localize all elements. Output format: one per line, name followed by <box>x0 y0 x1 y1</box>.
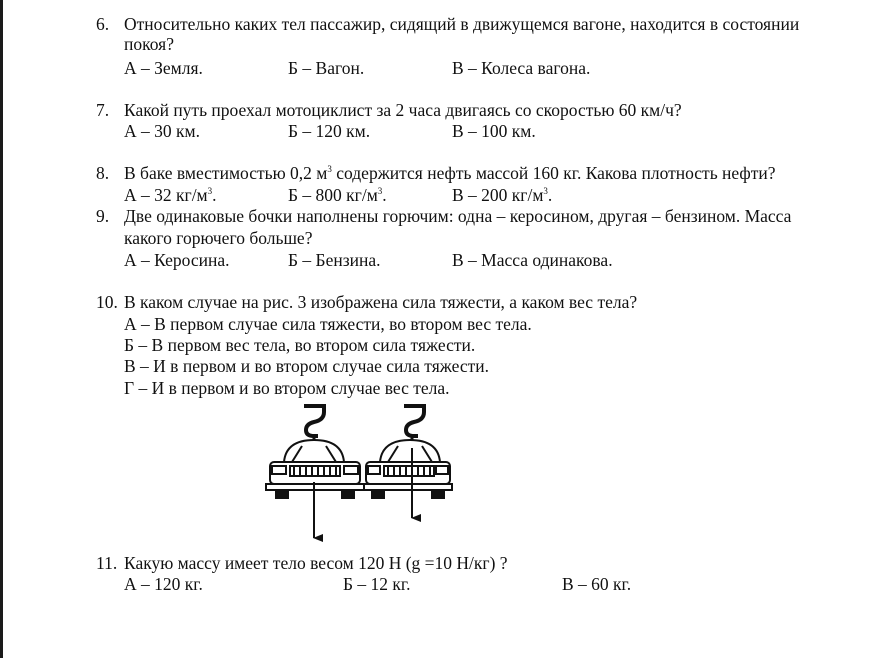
answer-option: В – 100 км. <box>452 121 536 141</box>
answer-option: Б – Вагон. <box>288 58 365 78</box>
answer-option: В – И в первом и во втором случае сила тяжести. <box>124 356 489 376</box>
question-text: Две одинаковые бочки наполнены горючим: одна – керосином, другая – бензином. Масса <box>124 206 792 226</box>
answer-option: А – 32 $кг/м^3$. <box>124 185 217 205</box>
question-number: 6. <box>96 14 110 34</box>
cars-on-hooks-figure <box>262 400 462 550</box>
car-icon <box>364 406 452 498</box>
question-number: 7. <box>96 100 110 120</box>
question-number: 8. <box>96 163 110 183</box>
answer-option: Б – В первом вес тела, во втором сила тяжести. <box>124 335 476 355</box>
answer-option: А – Керосина. <box>124 250 230 270</box>
answer-option: А – Земля. <box>124 58 203 78</box>
answer-option: А – В первом случае сила тяжести, во втором вес тела. <box>124 314 532 334</box>
question-text: В каком случае на рис. 3 изображена сила тяжести, а каком вес тела? <box>124 292 638 312</box>
question-number: 10. <box>96 292 118 312</box>
page-left-border <box>0 0 3 658</box>
answer-option: Б – 120 км. <box>288 121 371 141</box>
question-text: Относительно каких тел пассажир, сидящий в движущемся вагоне, находится в состоянии <box>124 14 800 34</box>
answer-option: Б – Бензина. <box>288 250 381 270</box>
question-text: Какой путь проехал мотоциклист за 2 часа двигаясь со скоростью 60 км/ч? <box>124 100 682 120</box>
answer-option: В – 200 $кг/м^3$. <box>452 185 553 205</box>
question-text: какого горючего больше? <box>124 228 313 248</box>
question-text: В баке вместимостью 0,2 $м^3$ содержится нефть массой 160 кг. Какова плотность нефти? <box>124 163 776 183</box>
answer-option: В – Масса одинакова. <box>452 250 613 270</box>
question-text: Какую массу имеет тело весом 120 Н (g =10 Н/кг) ? <box>124 553 508 573</box>
question-number: 11. <box>96 553 118 573</box>
answer-option: Г – И в первом и во втором случае вес тела. <box>124 378 450 398</box>
answer-option: Б – 800 $кг/м^3$. <box>288 185 387 205</box>
answer-option: В – 60 кг. <box>562 574 632 594</box>
answer-option: А – 30 км. <box>124 121 200 141</box>
question-text: покоя? <box>124 34 174 54</box>
answer-option: Б – 12 кг. <box>343 574 411 594</box>
question-number: 9. <box>96 206 110 226</box>
answer-option: В – Колеса вагона. <box>452 58 591 78</box>
answer-option: А – 120 кг. <box>124 574 203 594</box>
